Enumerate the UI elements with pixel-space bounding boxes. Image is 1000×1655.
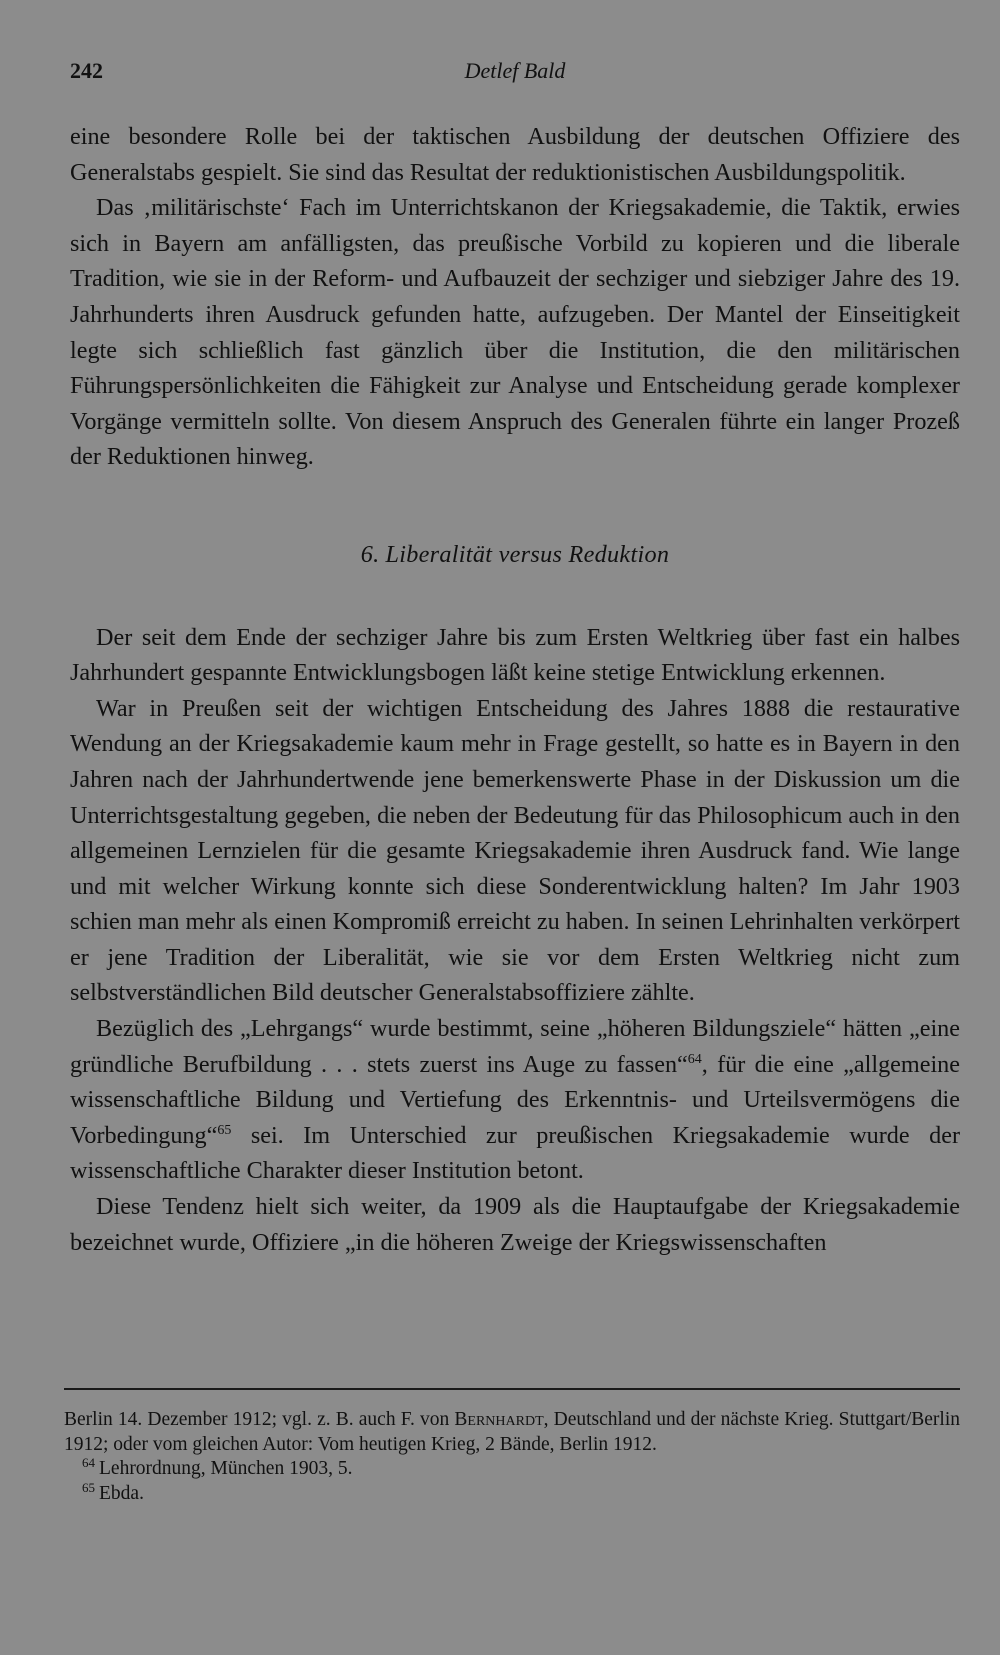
- footnote-65: [64, 1479, 960, 1507]
- paragraph-continued: eine besondere Rolle bei der taktischen Ausbildung der deutschen Offiziere des Generalstabs gespielt. Sie sind das Resultat der reduktionistischen Ausbildungspolitik.: [70, 123, 960, 186]
- footnote-rule: [64, 1388, 960, 1390]
- paragraph-tendenz: Diese Tendenz hielt sich weiter, da 1909 als die Hauptaufgabe der Kriegsakademie bezeichnet wurde, Offiziere „in die höheren Zweige der Kriegswissenschaften: [70, 1193, 960, 1256]
- page-number: 242: [70, 58, 103, 83]
- quote-text-1: Bezüglich des „Lehrgangs“ wurde bestimmt, seine „höheren Bildungsziele“ hätten „eine gründliche Berufbildung . . . stets zuerst ins Auge zu fassen“: [70, 1015, 960, 1078]
- paragraph-taktik: Das ‚militärischste‘ Fach im Unterrichtskanon der Kriegsakademie, die Taktik, erwies sich in Bayern am anfälligsten, das preußische Vorbild zu kopieren und die liberale Tradition, wie sie in der Reform- und Aufbauzeit der sechziger und siebziger Jahre des 19. Jahrhunderts ihren Ausdruck gefunden hatte, aufzugeben. Der Mantel der Einseitigkeit legte sich schließlich fast gänzlich über die Institution, die den militärischen Führungspersönlichkeiten die Fähigkeit zur Analyse und Entscheidung gerade komplexer Vorgänge vermitteln sollte. Von diesem Anspruch des Generalen führte ein langer Prozeß der Reduktionen hinweg.: [70, 194, 960, 471]
- footnotes: [64, 1408, 960, 1506]
- footnote-text-64: Lehrordnung, München 1903, 5.: [99, 1458, 353, 1479]
- footnote-text-65: Ebda.: [99, 1482, 144, 1504]
- paragraph-preussen: War in Preußen seit der wichtigen Entscheidung des Jahres 1888 die restaurative Wendung an der Kriegsakademie kaum mehr in Frage gestellt, so hatte es in Bayern in den Jahren nach der Jahrhundertwende jene bemerkenswerte Phase in der Diskussion um die Unterrichtsgestaltung gegeben, die neben der Bedeutung für das Philosophicum auch in den allgemeinen Lernzielen für die gesamte Kriegsakademie ihren Ausdruck fand. Wie lange und mit welcher Wirkung konnte sich diese Sonderentwicklung halten? Im Jahr 1903 schien man mehr als einen Kompromiß erreicht zu haben. In seinen Lehrinhalten verkörpert er jene Tradition der Liberalität, wie sie vor dem Ersten Weltkrieg nicht zum selbstverständlichen Bild deutscher Generalstabsoffiziere zählte.: [70, 694, 960, 1007]
- footnote-64: [64, 1457, 960, 1482]
- footnote-author: Bernhardt: [454, 1409, 544, 1430]
- running-title: Detlef Bald: [464, 58, 566, 83]
- quote-text-3: sei. Im Unterschied zur preußischen Kriegsakademie wurde der wissenschaftliche Charakter dieser Institution betont.: [70, 1121, 960, 1185]
- paragraph-lehrgang: [70, 1011, 960, 1189]
- quote-text-2: , für die eine „allgemeine wissenschaftliche Bildung und Vertiefung des Erkenntnis- und Urteilsvermögens die Vorbedingung“: [70, 1050, 960, 1149]
- footnote-continued-after: , Deutschland und der nächste Krieg. Stuttgart/Berlin 1912; oder vom gleichen Autor: Vom heutigen Krieg, 2 Bände, Berlin 1912.: [64, 1409, 960, 1455]
- footnote-ref-64[interactable]: 64: [687, 1051, 702, 1067]
- footnote-ref-65[interactable]: 65: [217, 1122, 232, 1138]
- footnote-continued-before: Berlin 14. Dezember 1912; vgl. z. B. auch F. von: [64, 1409, 450, 1430]
- footnote-mark-65: 65: [82, 1479, 95, 1495]
- body-text: [70, 119, 960, 1260]
- footnote-mark-64: 64: [82, 1455, 95, 1470]
- footnote-continued: [64, 1408, 960, 1457]
- section-number: 6.: [360, 540, 380, 568]
- section-title: Liberalität versus Reduktion: [385, 540, 670, 568]
- section-heading: [70, 537, 960, 573]
- paragraph-entwicklungsbogen: Der seit dem Ende der sechziger Jahre bis zum Ersten Weltkrieg über fast ein halbes Jahrhundert gespannte Entwicklungsbogen läßt keine stetige Entwicklung erkennen.: [70, 623, 960, 687]
- running-head: [70, 58, 960, 88]
